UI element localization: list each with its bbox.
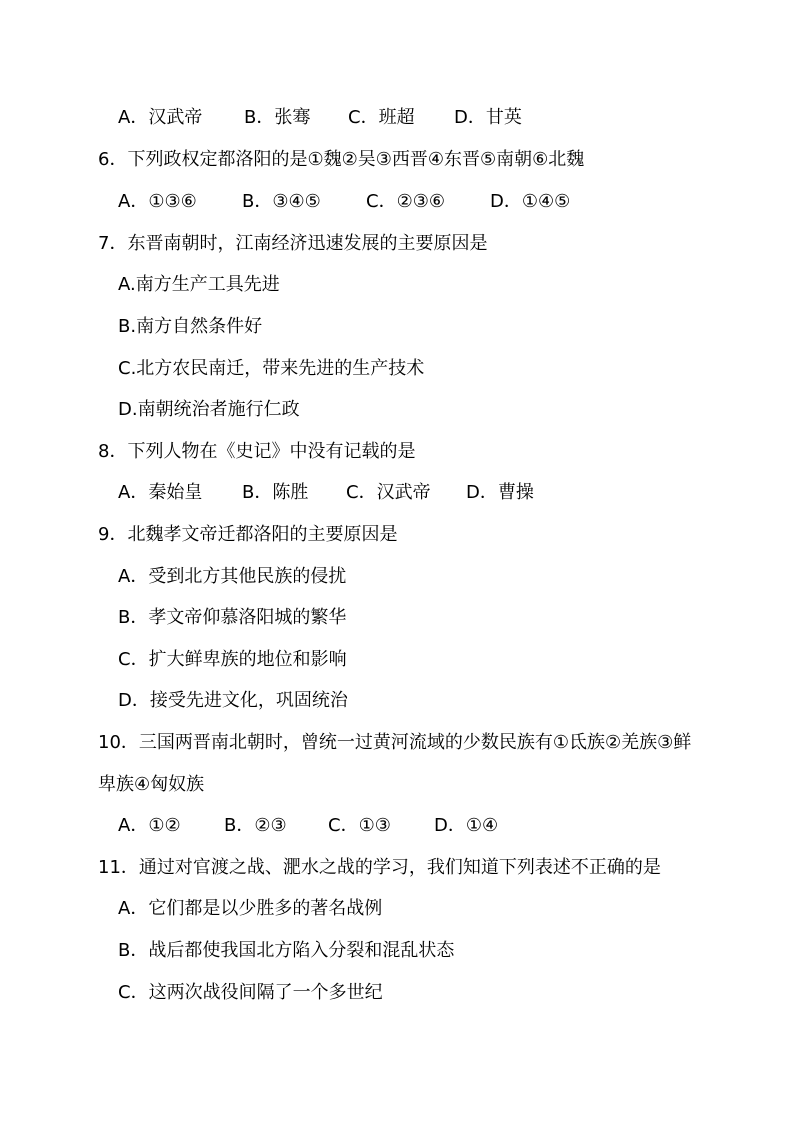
q6-stem: 6．下列政权定都洛阳的是①魏②吴③西晋④东晋⑤南朝⑥北魏 <box>98 149 585 170</box>
q11-option-c[interactable]: C．这两次战役间隔了一个多世纪 <box>118 982 383 1003</box>
q6-option-c[interactable]: C．②③⑥ <box>366 191 445 212</box>
q8-option-d[interactable]: D．曹操 <box>466 482 534 503</box>
q8-option-c[interactable]: C．汉武帝 <box>346 482 431 503</box>
q10-option-d[interactable]: D．①④ <box>434 815 499 836</box>
q10-option-a[interactable]: A．①② <box>118 815 181 836</box>
q5-option-a[interactable]: A．汉武帝 <box>118 107 203 128</box>
q9-option-a[interactable]: A．受到北方其他民族的侵扰 <box>118 566 347 587</box>
q10-stem-line2: 卑族④匈奴族 <box>98 774 205 795</box>
q11-option-b[interactable]: B．战后都使我国北方陷入分裂和混乱状态 <box>118 940 455 961</box>
q5-option-c[interactable]: C．班超 <box>348 107 415 128</box>
q8-option-b[interactable]: B．陈胜 <box>242 482 309 503</box>
q9-option-c[interactable]: C．扩大鲜卑族的地位和影响 <box>118 649 347 670</box>
q8-option-a[interactable]: A．秦始皇 <box>118 482 203 503</box>
q11-stem: 11．通过对官渡之战、淝水之战的学习，我们知道下列表述不正确的是 <box>98 857 661 878</box>
q9-option-b[interactable]: B．孝文帝仰慕洛阳城的繁华 <box>118 607 347 628</box>
q10-option-b[interactable]: B．②③ <box>224 815 287 836</box>
q5-option-d[interactable]: D．甘英 <box>454 107 522 128</box>
q6-option-a[interactable]: A．①③⑥ <box>118 191 197 212</box>
q5-option-b[interactable]: B．张骞 <box>244 107 311 128</box>
q10-stem-line1: 10．三国两晋南北朝时，曾统一过黄河流域的少数民族有①氐族②羌族③鲜 <box>98 732 692 753</box>
q7-option-c[interactable]: C.北方农民南迁，带来先进的生产技术 <box>118 358 425 379</box>
q10-options-row <box>118 814 498 838</box>
q8-stem: 8．下列人物在《史记》中没有记载的是 <box>98 441 416 462</box>
q9-stem: 9．北魏孝文帝迁都洛阳的主要原因是 <box>98 524 398 545</box>
q6-options-row <box>118 190 570 214</box>
q11-option-a[interactable]: A．它们都是以少胜多的著名战例 <box>118 898 383 919</box>
q7-stem: 7．东晋南朝时，江南经济迅速发展的主要原因是 <box>98 233 488 254</box>
q9-option-d[interactable]: D．接受先进文化，巩固统治 <box>118 690 348 711</box>
q7-option-b[interactable]: B.南方自然条件好 <box>118 316 263 337</box>
q6-option-d[interactable]: D．①④⑤ <box>490 191 571 212</box>
q6-option-b[interactable]: B．③④⑤ <box>242 191 321 212</box>
q7-option-a[interactable]: A.南方生产工具先进 <box>118 274 280 295</box>
q5-options-row <box>118 106 522 130</box>
q10-option-c[interactable]: C．①③ <box>328 815 391 836</box>
q8-options-row <box>118 481 534 505</box>
q7-option-d[interactable]: D.南朝统治者施行仁政 <box>118 399 300 420</box>
